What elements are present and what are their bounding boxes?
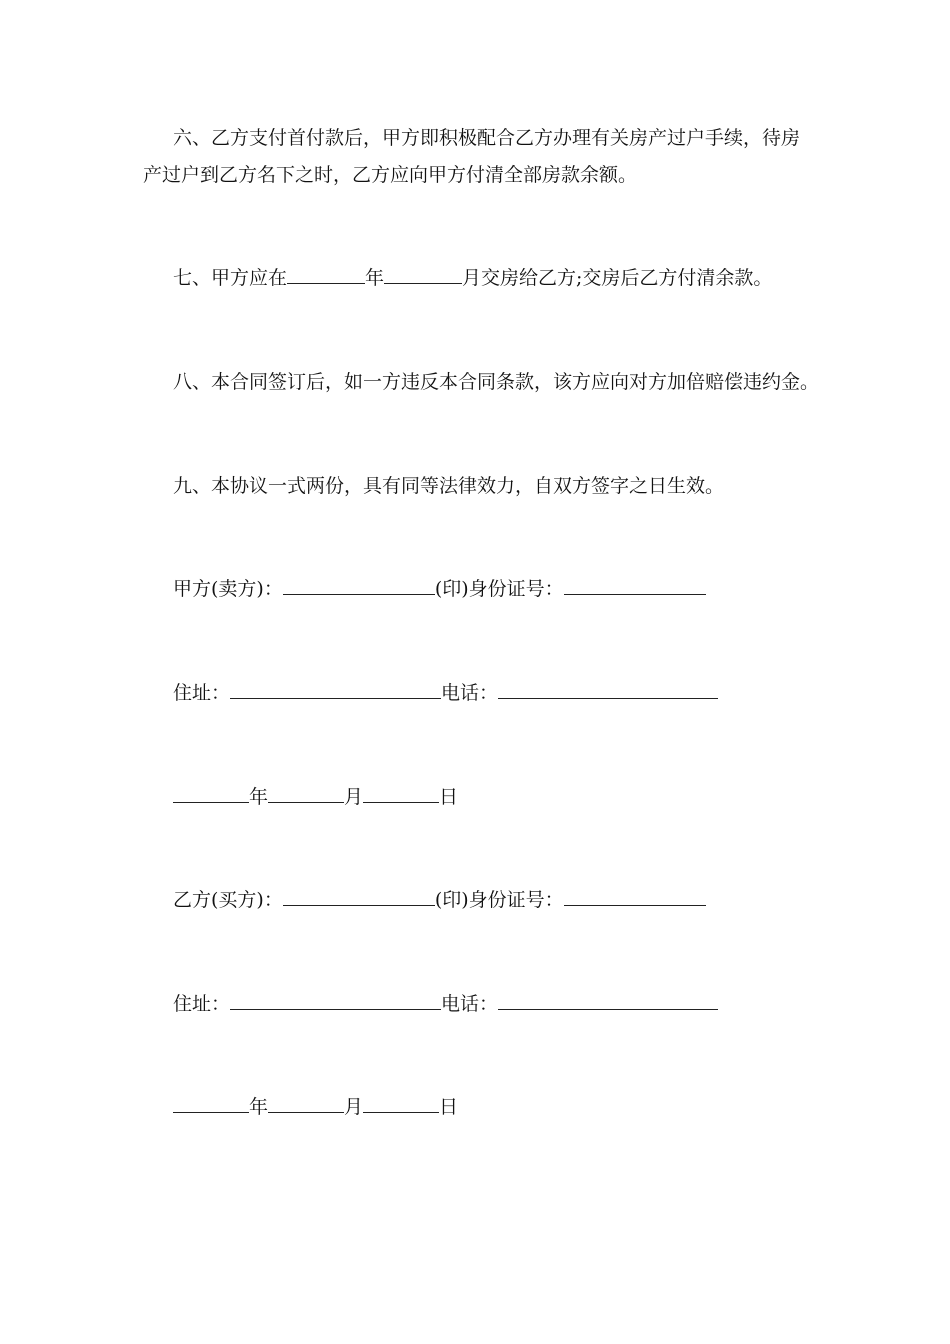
party-a-contact-line — [173, 681, 718, 705]
party-b-id-blank[interactable] — [564, 888, 706, 906]
party-b-date-line — [173, 1095, 458, 1119]
seven-month-blank[interactable] — [384, 266, 462, 284]
party-b-month-blank[interactable] — [268, 1095, 344, 1113]
party-a-phone-blank[interactable] — [498, 681, 718, 699]
party-b-seal-id-label: (印)身份证号： — [434, 889, 564, 911]
party-a-label: 甲方(卖方)： — [173, 578, 283, 600]
party-b-month: 月 — [344, 1096, 364, 1118]
party-a-year: 年 — [249, 786, 269, 808]
party-b-year-blank[interactable] — [173, 1095, 249, 1113]
party-a-address-label: 住址： — [173, 682, 231, 704]
party-a-month-blank[interactable] — [268, 785, 344, 803]
party-a-day-blank[interactable] — [363, 785, 439, 803]
seven-year-blank[interactable] — [287, 266, 365, 284]
party-b-address-label: 住址： — [173, 993, 231, 1015]
party-b-phone-label: 电话： — [441, 993, 499, 1015]
party-a-month: 月 — [344, 786, 364, 808]
party-a-year-blank[interactable] — [173, 785, 249, 803]
party-a-seal-id-label: (印)身份证号： — [434, 578, 564, 600]
party-a-line — [173, 577, 706, 601]
party-b-year: 年 — [249, 1096, 269, 1118]
party-b-day-blank[interactable] — [363, 1095, 439, 1113]
party-b-name-blank[interactable] — [283, 888, 435, 906]
clause-six-line1: 六、乙方支付首付款后，甲方即积极配合乙方办理有关房产过户手续，待房 — [173, 127, 801, 149]
party-a-phone-label: 电话： — [441, 682, 499, 704]
party-b-day: 日 — [439, 1096, 459, 1118]
clause-eight: 八、本合同签订后，如一方违反本合同条款，该方应向对方加倍赔偿违约金。 — [173, 371, 820, 393]
party-a-date-line — [173, 785, 458, 809]
party-b-line — [173, 888, 706, 912]
clause-nine: 九、本协议一式两份，具有同等法律效力，自双方签字之日生效。 — [173, 475, 725, 497]
party-b-label: 乙方(买方)： — [173, 889, 283, 911]
party-a-name-blank[interactable] — [283, 577, 435, 595]
party-a-address-blank[interactable] — [230, 681, 441, 699]
clause-seven-year: 年 — [365, 267, 385, 289]
party-a-day: 日 — [439, 786, 459, 808]
clause-six-line2: 产过户到乙方名下之时，乙方应向甲方付清全部房款余额。 — [143, 164, 638, 186]
party-b-address-blank[interactable] — [230, 992, 441, 1010]
clause-seven-prefix: 七、甲方应在 — [173, 267, 288, 289]
party-b-phone-blank[interactable] — [498, 992, 718, 1010]
party-b-contact-line — [173, 992, 718, 1016]
clause-seven — [173, 266, 772, 290]
clause-seven-suffix: 月交房给乙方;交房后乙方付清余款。 — [462, 267, 773, 289]
party-a-id-blank[interactable] — [564, 577, 706, 595]
